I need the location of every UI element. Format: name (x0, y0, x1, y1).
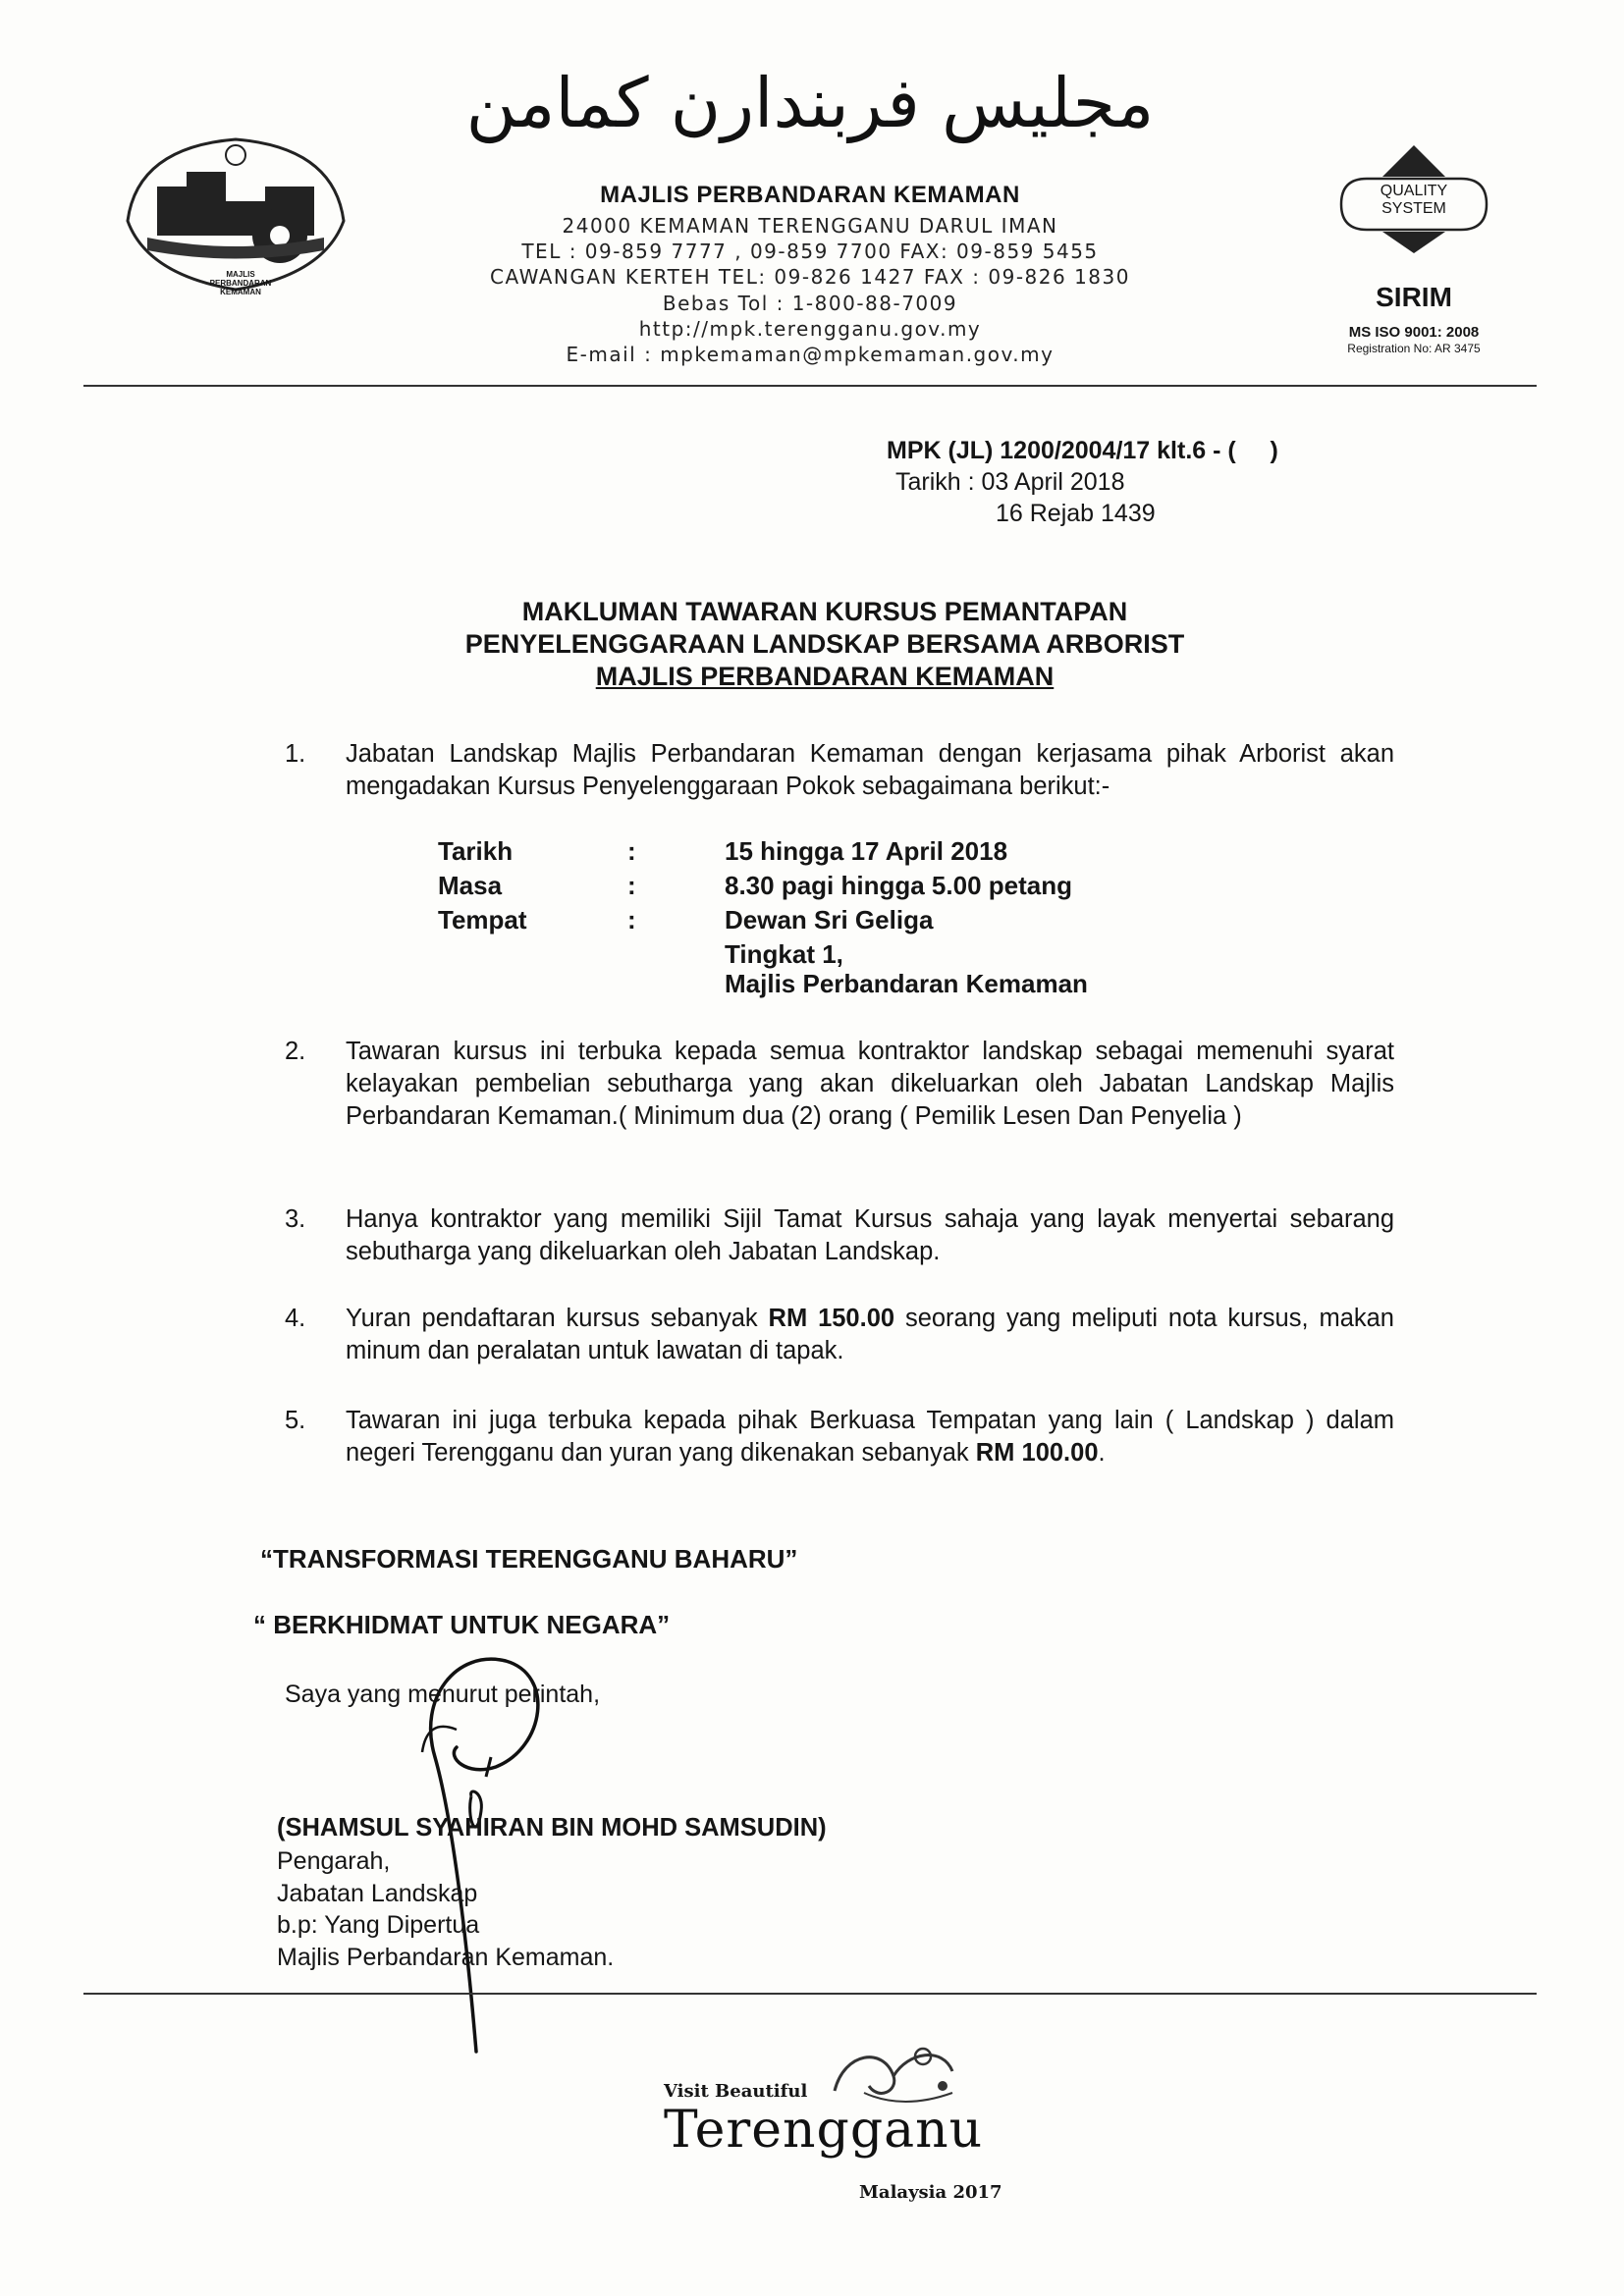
quality-system-label: QUALITY SYSTEM (1380, 183, 1448, 217)
signatory-position: Pengarah, (277, 1847, 391, 1875)
detail-value: 15 hingga 17 April 2018 (725, 836, 1008, 866)
email-address[interactable]: E-mail : mpkemaman@mpkemaman.gov.my (566, 343, 1055, 366)
header-divider (83, 385, 1537, 387)
hijri-date: 16 Rejab 1439 (996, 500, 1156, 527)
registration-fee: RM 150.00 (768, 1305, 895, 1332)
notice-title-line3 (295, 661, 1355, 693)
closing-phrase: Saya yang menurut perintah, (285, 1681, 601, 1708)
branch-telephone-line: CAWANGAN KERTEH TEL: 09-826 1427 FAX : 09-826 1830 (490, 265, 1130, 289)
paragraph-text (346, 1405, 1394, 1469)
detail-row-venue (438, 903, 1322, 936)
paragraph-number: 1. (285, 740, 306, 768)
detail-colon: : (627, 871, 636, 900)
website-link[interactable]: http://mpk.terengganu.gov.my (638, 317, 982, 341)
paragraph-text: Tawaran kursus ini terbuka kepada semua kontraktor landskap sebagai memenuhi syarat kelayakan pembelian sebutharga yang akan dikeluarkan oleh Jabatan Landskap Majlis Perbandaran Kemaman.( Minimum dua (2) orang ( Pemilik Lesen Dan Penyelia ) (346, 1038, 1394, 1130)
paragraph-text: Jabatan Landskap Majlis Perbandaran Kemaman dengan kerjasama pihak Arborist akan mengadakan Kursus Penyelenggaraan Pokok sebagaimana berikut:- (346, 740, 1394, 800)
reference-number: MPK (JL) 1200/2004/17 klt.6 - ( ) (887, 437, 1278, 464)
detail-value: 8.30 pagi hingga 5.00 petang (725, 871, 1072, 900)
slogan-transformasi: “TRANSFORMASI TERENGGANU BAHARU” (260, 1544, 798, 1574)
paragraph-1 (285, 738, 1394, 803)
paragraph-number: 3. (285, 1205, 306, 1233)
registration-number: Registration No: AR 3475 (1347, 342, 1481, 355)
authority-fee: RM 100.00 (975, 1439, 1099, 1467)
detail-label: Tarikh (438, 836, 514, 866)
venue-building (438, 967, 1322, 1000)
signatory-name: (SHAMSUL SYAHIRAN BIN MOHD SAMSUDIN) (277, 1814, 827, 1842)
telephone-line: TEL : 09-859 7777 , 09-859 7700 FAX: 09-859 5455 (521, 240, 1099, 263)
handwritten-signature (398, 1639, 574, 2081)
notice-title-line1: MAKLUMAN TAWARAN KURSUS PEMANTAPAN (521, 597, 1128, 626)
jawi-council-name: مجليس فربندارن كمامن (465, 63, 1155, 143)
council-name: MAJLIS PERBANDARAN KEMAMAN (600, 182, 1020, 208)
tollfree-number: Bebas Tol : 1-800-88-7009 (662, 292, 958, 315)
signatory-on-behalf: b.p: Yang Dipertua (277, 1911, 480, 1939)
terengganu-ornament-icon (825, 2032, 972, 2110)
paragraph-3 (285, 1203, 1394, 1268)
notice-title-organisation: MAJLIS PERBANDARAN KEMAMAN (595, 662, 1055, 691)
footer-divider (83, 1993, 1537, 1995)
paragraph-text: Hanya kontraktor yang memiliki Sijil Tamat Kursus sahaja yang layak menyertai sebarang sebutharga yang dikeluarkan oleh Jabatan Landskap. (346, 1205, 1394, 1265)
paragraph-number: 5. (285, 1407, 306, 1434)
detail-value: Majlis Perbandaran Kemaman (725, 969, 1088, 998)
detail-label: Tempat (438, 905, 527, 934)
detail-colon: : (627, 905, 636, 934)
paragraph-text (346, 1303, 1394, 1367)
detail-row-date (438, 834, 1322, 868)
council-logo-text: MAJLIS PERBANDARAN KEMAMAN (209, 270, 272, 296)
detail-value: Dewan Sri Geliga (725, 905, 934, 934)
notice-title-line2: PENYELENGGARAAN LANDSKAP BERSAMA ARBORIST (464, 629, 1185, 659)
signatory-department: Jabatan Landskap (277, 1880, 478, 1907)
council-address: 24000 KEMAMAN TERENGGANU DARUL IMAN (562, 214, 1058, 238)
detail-value: Tingkat 1, (725, 939, 843, 969)
detail-colon: : (627, 836, 636, 866)
signatory-organisation: Majlis Perbandaran Kemaman. (277, 1944, 615, 1971)
fee-text-pre: Tawaran ini juga terbuka kepada pihak Berkuasa Tempatan yang lain ( Landskap ) dalam negeri Terengganu dan yuran yang dikenakan sebanyak (346, 1407, 1394, 1467)
fee-text-post: . (1098, 1439, 1106, 1467)
paragraph-4 (285, 1303, 1394, 1367)
paragraph-number: 2. (285, 1038, 306, 1065)
paragraph-5 (285, 1405, 1394, 1469)
fee-text-pre: Yuran pendaftaran kursus sebanyak (346, 1305, 769, 1332)
iso-certification: MS ISO 9001: 2008 (1348, 324, 1480, 341)
paragraph-2 (285, 1036, 1394, 1133)
letter-date: Tarikh : 03 April 2018 (895, 468, 1125, 496)
footer-visit-text: Visit Beautiful (664, 2081, 808, 2102)
fee-text-post: seorang yang meliputi nota kursus, makan minum dan peralatan untuk lawatan di tapak. (346, 1305, 1394, 1364)
sirim-label: SIRIM (1376, 282, 1452, 312)
venue-floor (438, 937, 1322, 971)
detail-label: Masa (438, 871, 503, 900)
footer-terengganu: Terengganu (664, 2101, 984, 2160)
footer-tagline: Malaysia 2017 (859, 2182, 1002, 2203)
slogan-berkhidmat: “ BERKHIDMAT UNTUK NEGARA” (253, 1610, 671, 1639)
paragraph-number: 4. (285, 1305, 306, 1332)
detail-row-time (438, 869, 1322, 902)
